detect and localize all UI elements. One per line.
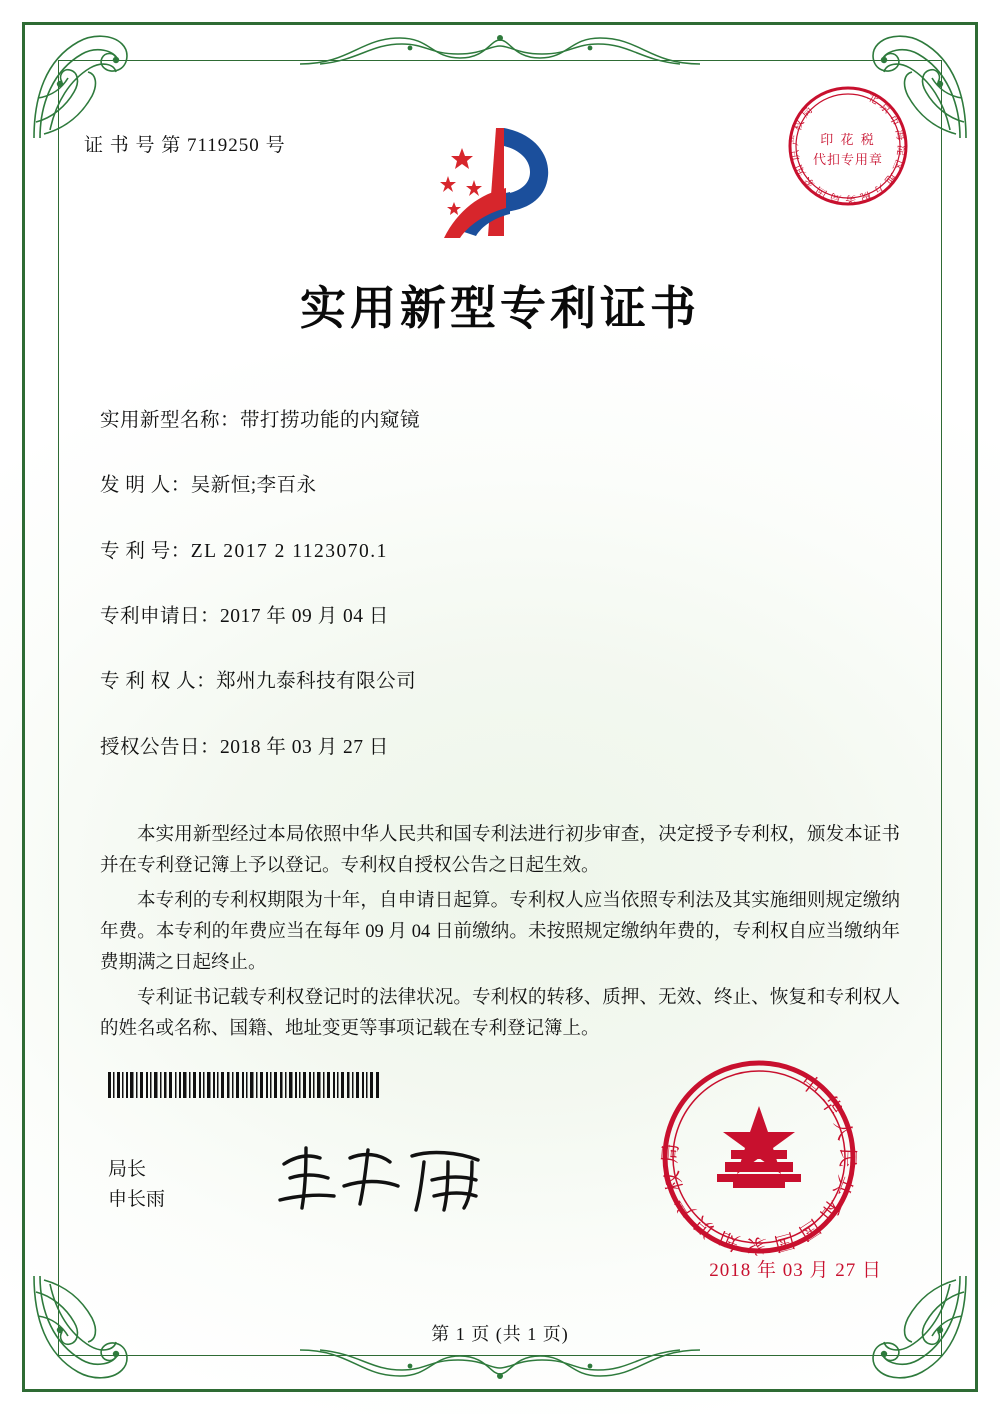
signature-block — [108, 1155, 165, 1215]
signature-name: 申长雨 — [108, 1189, 166, 1210]
field-label: 授权公告日： — [100, 736, 221, 758]
field-value: 带打捞功能的内窥镜 — [240, 410, 421, 431]
page-title: 实用新型专利证书 — [300, 283, 700, 334]
svg-text:北京市海淀区地方税务局国家知识产权局: 北京市海淀区地方税务局国家知识产权局 — [788, 91, 908, 206]
handwritten-signature-icon — [272, 1138, 502, 1218]
field-grant-announcement-date — [100, 735, 900, 760]
seal-date: 2018 年 03 月 27 日 — [709, 1260, 882, 1281]
field-value: 2018 年 03 月 27 日 — [220, 736, 389, 758]
field-label: 专 利 号： — [100, 540, 191, 562]
svg-text:代扣专用章: 代扣专用章 — [812, 152, 884, 167]
paragraph: 专利证书记载专利权登记时的法律状况。专利权的转移、质押、无效、终止、恢复和专利权人的姓名或名称、国籍、地址变更等事项记载在专利登记簿上。 — [100, 988, 900, 1039]
field-patentee — [100, 669, 900, 694]
certificate-number-label: 证 书 号 第 — [84, 135, 182, 156]
field-value: 吴新恒;李百永 — [190, 475, 317, 497]
certificate-number-suffix: 号 — [265, 135, 286, 156]
field-patent-number — [100, 539, 900, 564]
paragraph: 本专利的专利权期限为十年，自申请日起算。专利权人应当依照专利法及其实施细则规定缴纳年费。本专利的年费应当在每年 09 月 04 日前缴纳。未按照规定缴纳年费的，专利权自应当缴纳年费期满之日起终止。 — [100, 891, 900, 973]
field-label: 专利申请日： — [100, 606, 221, 628]
field-value: 2017 年 09 月 04 日 — [220, 606, 389, 628]
field-application-date — [100, 604, 900, 629]
field-utility-model-name — [100, 408, 900, 433]
tax-stamp-seal — [780, 78, 916, 214]
field-label: 专 利 权 人： — [100, 671, 217, 693]
cnipa-logo-icon — [418, 118, 568, 246]
legal-text-block — [100, 820, 900, 1049]
field-label: 发 明 人： — [100, 475, 191, 497]
field-value: ZL 2017 2 1123070.1 — [190, 540, 388, 562]
official-seal — [650, 1048, 868, 1266]
field-label: 实用新型名称： — [100, 410, 241, 431]
corner-ornament-icon — [26, 26, 146, 146]
barcode — [108, 1072, 380, 1098]
field-list — [100, 408, 900, 800]
signature-role-label: 局长 — [108, 1159, 147, 1180]
paragraph: 本实用新型经过本局依照中华人民共和国专利法进行初步审查，决定授予专利权，颁发本证书并在专利登记簿上予以登记。专利权自授权公告之日起生效。 — [100, 825, 900, 876]
field-inventor — [100, 473, 900, 498]
svg-text:中华人民共和国国家知识产权局: 中华人民共和国国家知识产权局 — [659, 1070, 859, 1257]
field-value: 郑州九泰科技有限公司 — [216, 671, 417, 693]
page-footer: 第 1 页 (共 1 页) — [431, 1324, 569, 1344]
certificate-number-line — [84, 130, 286, 157]
svg-text:印 花 税: 印 花 税 — [820, 132, 876, 147]
certificate-number-value: 7119250 — [187, 135, 260, 156]
top-edge-ornament-icon — [290, 24, 710, 76]
